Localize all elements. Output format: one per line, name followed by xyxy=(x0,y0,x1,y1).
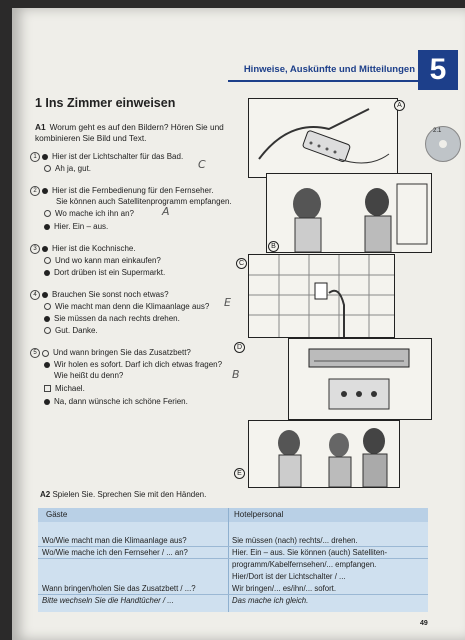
picture-label: B xyxy=(268,241,279,252)
table-cell: Sie müssen (nach) rechts/... drehen. xyxy=(232,536,358,545)
page-number: 49 xyxy=(420,620,428,627)
dialog-line: Michael. xyxy=(30,384,85,393)
cd-icon xyxy=(425,126,461,162)
dialog-line: Ah ja, gut. xyxy=(30,164,91,173)
dialog-line: 4 Brauchen Sie sonst noch etwas? xyxy=(30,290,169,300)
picture-remote xyxy=(248,98,398,178)
dialog-line: Wo mache ich ihn an? xyxy=(30,209,134,218)
a1-instruction-block xyxy=(35,122,245,144)
table-cell: Wir bringen/... es/ihn/... sofort. xyxy=(232,584,336,593)
table-cell: Hier/Dort ist der Lichtschalter / ... xyxy=(232,572,346,581)
dialog-line: 3 Hier ist die Kochnische. xyxy=(30,244,136,254)
dialog-line: 2 Hier ist die Fernbedienung für den Fernseher. xyxy=(30,186,213,196)
table-cell: Das mache ich gleich. xyxy=(232,596,309,605)
header-rule xyxy=(228,80,418,82)
dialog-line: Wie heißt du denn? xyxy=(54,371,124,380)
chapter-number-badge: 5 xyxy=(418,50,458,90)
item-number: 1 xyxy=(30,152,40,162)
dialog-line: Wir holen es sofort. Darf ich dich etwas fragen? xyxy=(30,360,222,369)
dialog-line: Hier. Ein – aus. xyxy=(30,222,108,231)
table-cell: Wo/Wie macht man die Klimaanlage aus? xyxy=(42,536,187,545)
dialog-line: Wie macht man denn die Klimaanlage aus? xyxy=(30,302,209,311)
table-header-row xyxy=(38,508,428,522)
picture-air-conditioner xyxy=(288,338,432,420)
picture-kitchenette xyxy=(266,173,432,253)
table-cell: Wann bringen/holen Sie das Zusatzbett / ...? xyxy=(42,584,196,593)
table-cell: Wo/Wie mache ich den Fernseher / ... an? xyxy=(42,548,188,557)
lesson-title: 1 Ins Zimmer einweisen xyxy=(35,96,176,110)
a2-instruction-block xyxy=(40,490,206,499)
illustrations xyxy=(236,98,430,488)
dialog-line: Sie müssen da nach rechts drehen. xyxy=(30,314,180,323)
picture-light-switch xyxy=(248,254,395,338)
a1-label: A1 xyxy=(35,122,46,132)
handwritten-answer: E xyxy=(224,296,231,309)
a1-instruction: Worum geht es auf den Bildern? Hören Sie und kombinieren Sie Bild und Text. xyxy=(35,122,224,143)
picture-label: A xyxy=(394,100,405,111)
cd-track-label: 2.1 xyxy=(433,128,442,134)
dialog-line: 5 Und wann bringen Sie das Zusatzbett? xyxy=(30,348,191,358)
handwritten-answer: A xyxy=(162,205,170,218)
section-header: Hinweise, Auskünfte und Mitteilungen xyxy=(243,64,415,75)
col-header-staff: Hotelpersonal xyxy=(234,510,284,519)
col-header-guests: Gäste xyxy=(46,510,68,519)
handwritten-answer: C xyxy=(198,158,206,171)
table-cell: Hier. Ein – aus. Sie können (auch) Satelliten- xyxy=(232,548,388,557)
picture-label: D xyxy=(234,342,245,353)
table-cell: programm/Kabelfernsehen/... empfangen. xyxy=(232,560,377,569)
dialog-line: 1 Hier ist der Lichtschalter für das Bad. xyxy=(30,152,183,162)
dialog-line: Und wo kann man einkaufen? xyxy=(30,256,161,265)
a2-instruction: Spielen Sie. Sprechen Sie mit den Händen. xyxy=(52,490,207,499)
handwritten-answer: B xyxy=(232,368,240,381)
picture-label: C xyxy=(236,258,247,269)
a2-label: A2 xyxy=(40,490,51,499)
picture-extra-bed xyxy=(248,420,400,488)
dialog-line: Gut. Danke. xyxy=(30,326,98,335)
dialog-line: Dort drüben ist ein Supermarkt. xyxy=(30,268,165,277)
picture-label: E xyxy=(234,468,245,479)
table-cell: Bitte wechseln Sie die Handtücher / ... xyxy=(42,596,174,605)
dialog-line: Na, dann wünsche ich schöne Ferien. xyxy=(30,397,188,406)
dialog-line: Sie können auch Satellitenprogramm empfangen. xyxy=(56,197,232,206)
phrase-table xyxy=(38,508,428,612)
